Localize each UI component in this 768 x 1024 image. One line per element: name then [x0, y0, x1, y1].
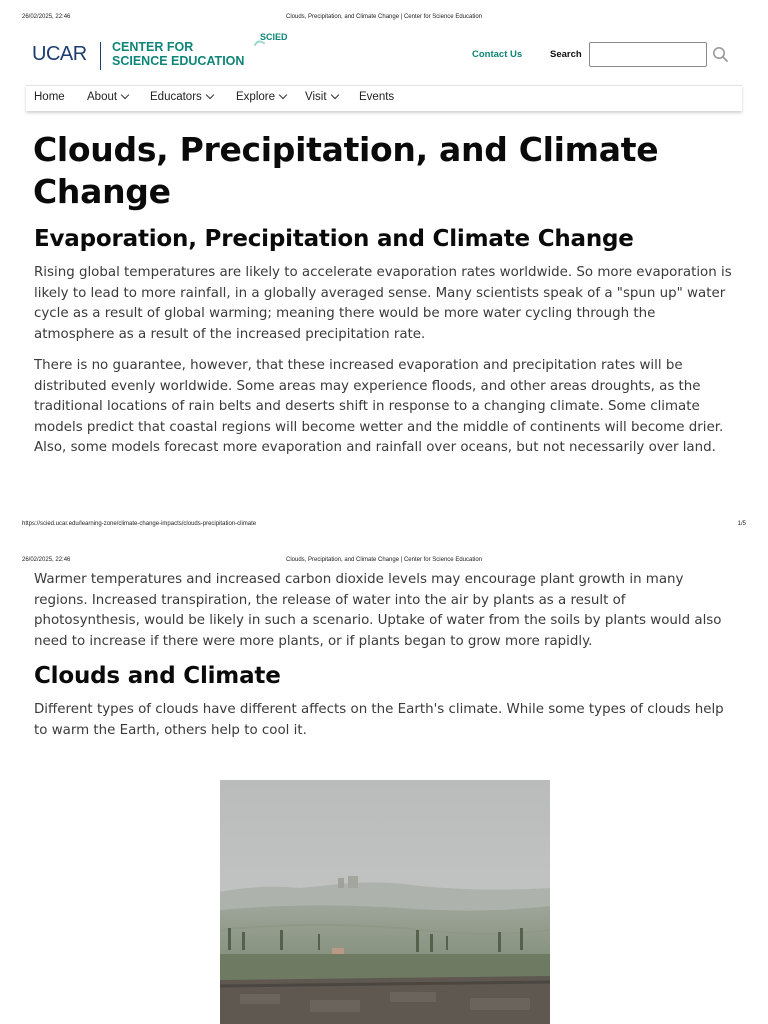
nav-home[interactable]: [34, 91, 65, 103]
site-header: [26, 27, 742, 85]
main-nav: [26, 85, 742, 111]
chevron-down-icon: [121, 91, 129, 99]
scied-logo[interactable]: [112, 40, 244, 68]
nav-home-label: Home: [34, 91, 65, 103]
print-date-page2: 26/02/2025, 22:46: [22, 557, 71, 563]
nav-explore-label: Explore: [236, 91, 275, 103]
search-input[interactable]: [589, 42, 707, 67]
logo-line-2: SCIENCE EDUCATION: [112, 54, 245, 68]
page-title: Clouds, Precipitation, and Climate Change: [33, 130, 659, 211]
nav-visit-label: Visit: [305, 91, 327, 103]
logo-line-1: CENTER FOR: [112, 40, 194, 54]
nav-educators-label: Educators: [150, 91, 202, 103]
nav-educators[interactable]: [150, 91, 213, 103]
search-button[interactable]: [710, 44, 732, 66]
print-doc-title: Clouds, Precipitation, and Climate Change | Center for Science Education: [286, 14, 482, 20]
logo-scied-text: SCIED: [260, 32, 288, 42]
landscape-image: [220, 780, 550, 1024]
paragraph-3: Warmer temperatures and increased carbon dioxide levels may encourage plant growth in many regions. Increased transpiration, the release of water into the air by plants as a result of photosynthesis, would be likely in such a scenario. Uptake of water from the soils by plants would also need to increase if there were more plants, or if plants began to grow more rapidly.: [34, 572, 722, 649]
rainy-landscape-photo: [220, 780, 550, 1024]
nav-about[interactable]: [87, 91, 128, 103]
chevron-down-icon: [330, 91, 338, 99]
search-icon: [710, 44, 732, 66]
section-heading-clouds: Clouds and Climate: [34, 663, 281, 689]
paragraph-1: Rising global temperatures are likely to accelerate evaporation rates worldwide. So more evaporation is likely to lead to more rainfall, in a globally averaged sense. Many scientists speak of a "spun up" water cycle as a result of global warming; meaning there would be more water cycling through the atmosphere as a result of the increased precipitation rate.: [34, 265, 732, 342]
contact-us-link[interactable]: Contact Us: [472, 49, 523, 60]
print-page-number: 1/5: [737, 521, 746, 527]
chevron-down-icon: [279, 91, 287, 99]
paragraph-2: There is no guarantee, however, that these increased evaporation and precipitation rates will be distributed evenly worldwide. Some areas may experience floods, and other areas droughts, as the traditional locations of rain belts and deserts shift in response to a changing climate. Some climate models predict that coastal regions will become wetter and the middle of continents will become drier. Also, some models forecast more evaporation and rainfall over oceans, but not necessarily over land.: [34, 358, 724, 455]
section-heading-evaporation: Evaporation, Precipitation and Climate Change: [34, 226, 634, 252]
print-date: 26/02/2025, 22:46: [22, 14, 71, 20]
print-url: https://scied.ucar.edu/learning-zone/climate-change-impacts/clouds-precipitation-climate: [22, 521, 257, 527]
nav-events-label: Events: [359, 91, 395, 103]
search-label: Search: [550, 49, 582, 60]
paragraph-4: Different types of clouds have different affects on the Earth's climate. While some types of clouds help to warm the Earth, others help to cool it.: [34, 702, 724, 738]
logo-divider: [100, 42, 101, 70]
ucar-logo[interactable]: UCAR: [32, 43, 87, 65]
print-doc-title-page2: Clouds, Precipitation, and Climate Change | Center for Science Education: [286, 557, 482, 563]
nav-about-label: About: [87, 91, 118, 103]
nav-visit[interactable]: [305, 91, 338, 103]
nav-events[interactable]: [359, 91, 394, 103]
nav-explore[interactable]: [236, 91, 286, 103]
chevron-down-icon: [206, 91, 214, 99]
